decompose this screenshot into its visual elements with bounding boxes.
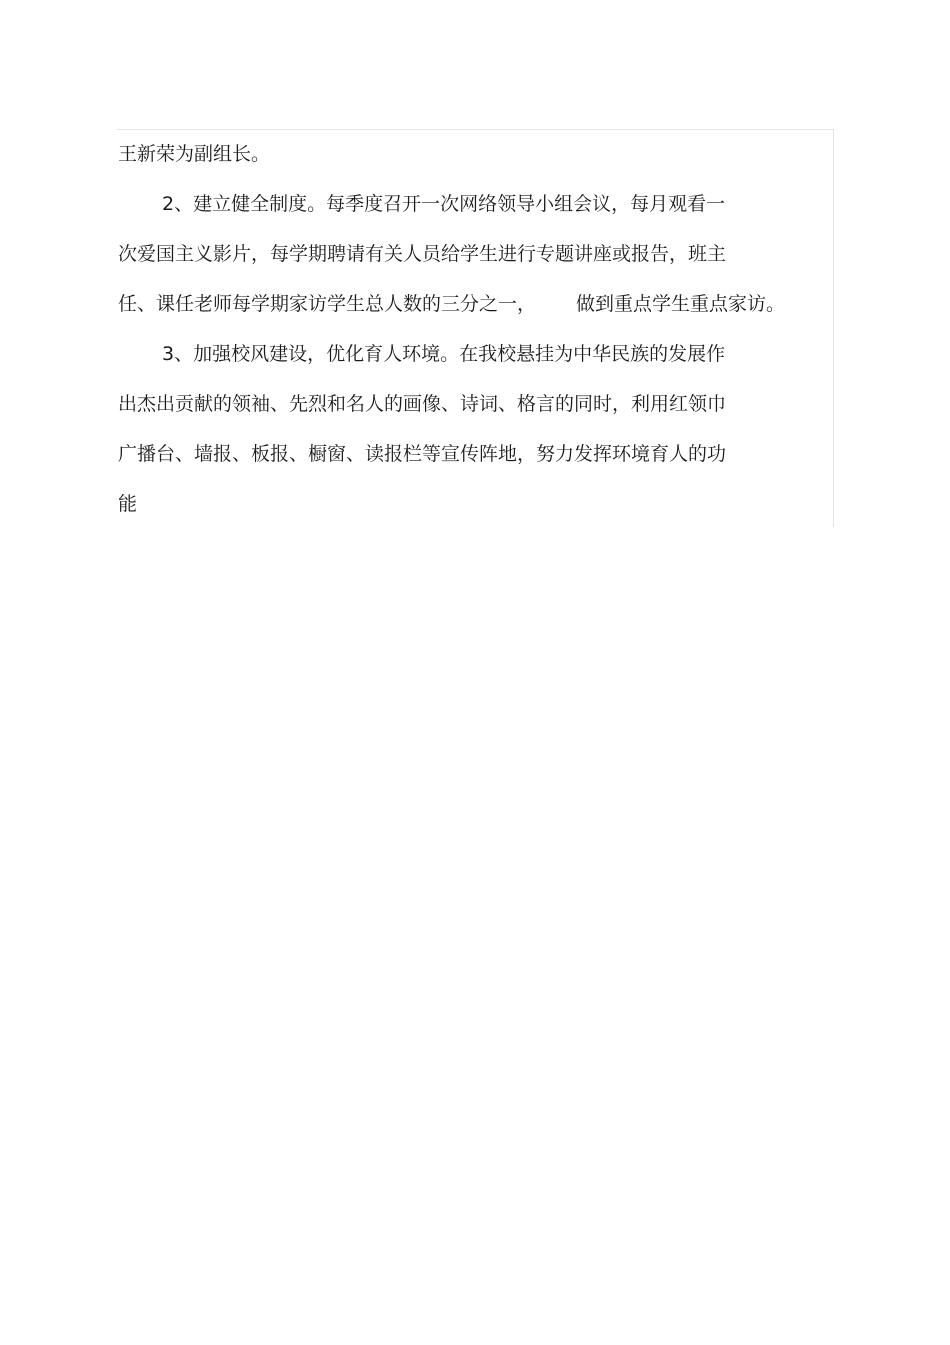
paragraph-line: 2、建立健全制度。每季度召开一次网络领导小组会议，每月观看一 xyxy=(162,193,726,215)
paragraph-line: 王新荣为副组长。 xyxy=(118,143,271,165)
line-segment: 任、课任老师每学期家访学生总人数的三分之一， xyxy=(118,293,537,315)
paragraph-line: 广播台、墙报、板报、橱窗、读报栏等宣传阵地，努力发挥环境育人的功 xyxy=(118,443,727,465)
paragraph-line: 3、加强校风建设，优化育人环境。在我校悬挂为中华民族的发展作 xyxy=(162,343,726,365)
paragraph-line: 能 xyxy=(118,493,138,515)
page-frame-right-border xyxy=(833,129,834,527)
page-frame-top-border xyxy=(117,129,834,130)
paragraph-line xyxy=(118,286,828,336)
document-body xyxy=(118,136,828,536)
paragraph-line: 次爱国主义影片，每学期聘请有关人员给学生进行专题讲座或报告，班主 xyxy=(118,243,727,265)
line-segment: 做到重点学生重点家访。 xyxy=(576,293,786,315)
paragraph-line: 出杰出贡献的领袖、先烈和名人的画像、诗词、格言的同时，利用红领巾 xyxy=(118,393,727,415)
